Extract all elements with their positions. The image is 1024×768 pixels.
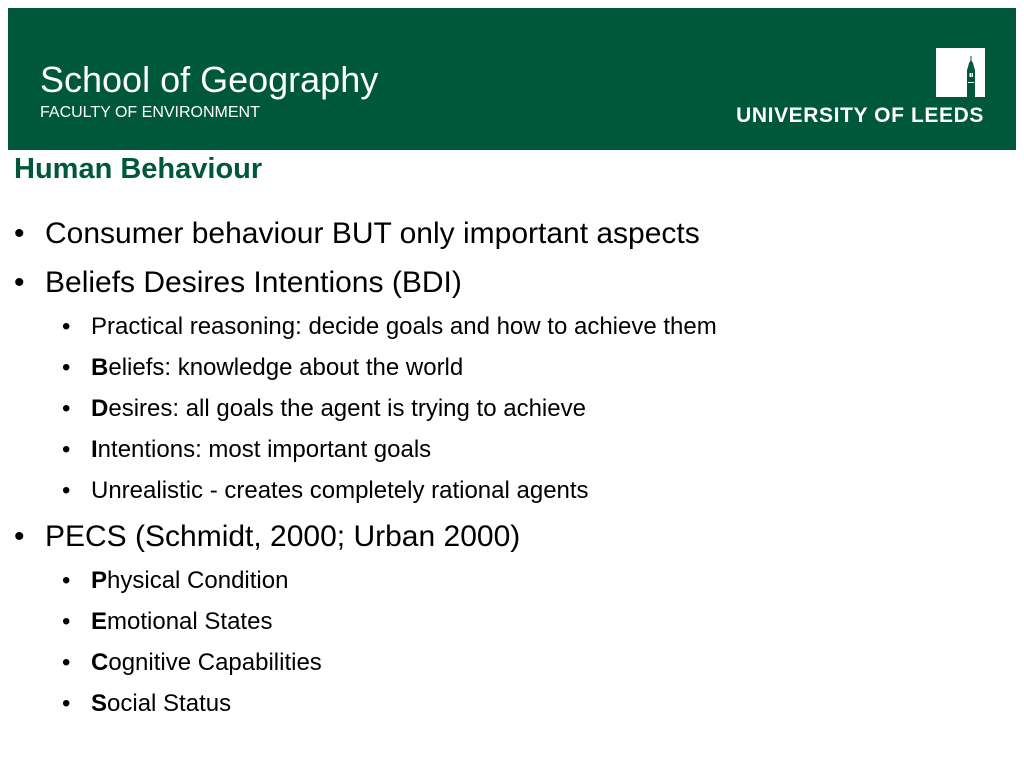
school-title: School of Geography bbox=[40, 59, 379, 100]
bullet-initial: B bbox=[91, 354, 109, 381]
bullet-text bbox=[91, 435, 431, 465]
bullet-initial: C bbox=[91, 649, 109, 676]
bullet-rest: ntentions: most important goals bbox=[97, 436, 432, 463]
bullet-text bbox=[91, 353, 463, 383]
bullet-initial: P bbox=[91, 567, 108, 594]
bullet-text bbox=[91, 607, 272, 637]
bullet-initial: S bbox=[91, 690, 108, 717]
bullet-dot: • bbox=[14, 217, 25, 250]
bullet-dot: • bbox=[14, 266, 25, 299]
bullet-rest: motional States bbox=[107, 608, 273, 635]
bullet-dot: • bbox=[62, 477, 71, 504]
bullet-text: Consumer behaviour BUT only important aspects bbox=[45, 217, 700, 250]
bullet-initial: D bbox=[91, 395, 109, 422]
bullet-rest: ocial Status bbox=[107, 690, 232, 717]
bullet-dot: • bbox=[62, 608, 71, 635]
bullet-text: Practical reasoning: decide goals and how to achieve them bbox=[91, 313, 717, 340]
bullet-dot: • bbox=[62, 354, 71, 381]
bullet-initial: I bbox=[91, 436, 98, 463]
bullet-rest: hysical Condition bbox=[107, 567, 289, 594]
bullet-text: Unrealistic - creates completely rational agents bbox=[91, 477, 589, 504]
slide-title: Human Behaviour bbox=[14, 153, 263, 185]
bullet-dot: • bbox=[62, 395, 71, 422]
bullet-rest: esires: all goals the agent is trying to achieve bbox=[108, 395, 586, 422]
bullet-dot: • bbox=[62, 313, 71, 340]
bullet-dot: • bbox=[62, 649, 71, 676]
bullet-dot: • bbox=[62, 436, 71, 463]
bullet-dot: • bbox=[14, 520, 25, 553]
bullet-text: PECS (Schmidt, 2000; Urban 2000) bbox=[45, 520, 521, 553]
bullet-dot: • bbox=[62, 567, 71, 594]
bullet-initial: E bbox=[91, 608, 108, 635]
bullet-text bbox=[91, 648, 322, 678]
bullet-text bbox=[91, 394, 586, 424]
bullet-text bbox=[91, 689, 231, 719]
university-wordmark: UNIVERSITY OF LEEDS bbox=[736, 104, 984, 127]
bullet-dot: • bbox=[62, 690, 71, 717]
bullet-rest: eliefs: knowledge about the world bbox=[108, 354, 464, 381]
bullet-rest: ognitive Capabilities bbox=[108, 649, 322, 676]
bullet-text bbox=[91, 566, 288, 596]
bullet-text: Beliefs Desires Intentions (BDI) bbox=[45, 266, 462, 299]
faculty-subtitle: FACULTY OF ENVIRONMENT bbox=[40, 104, 260, 121]
